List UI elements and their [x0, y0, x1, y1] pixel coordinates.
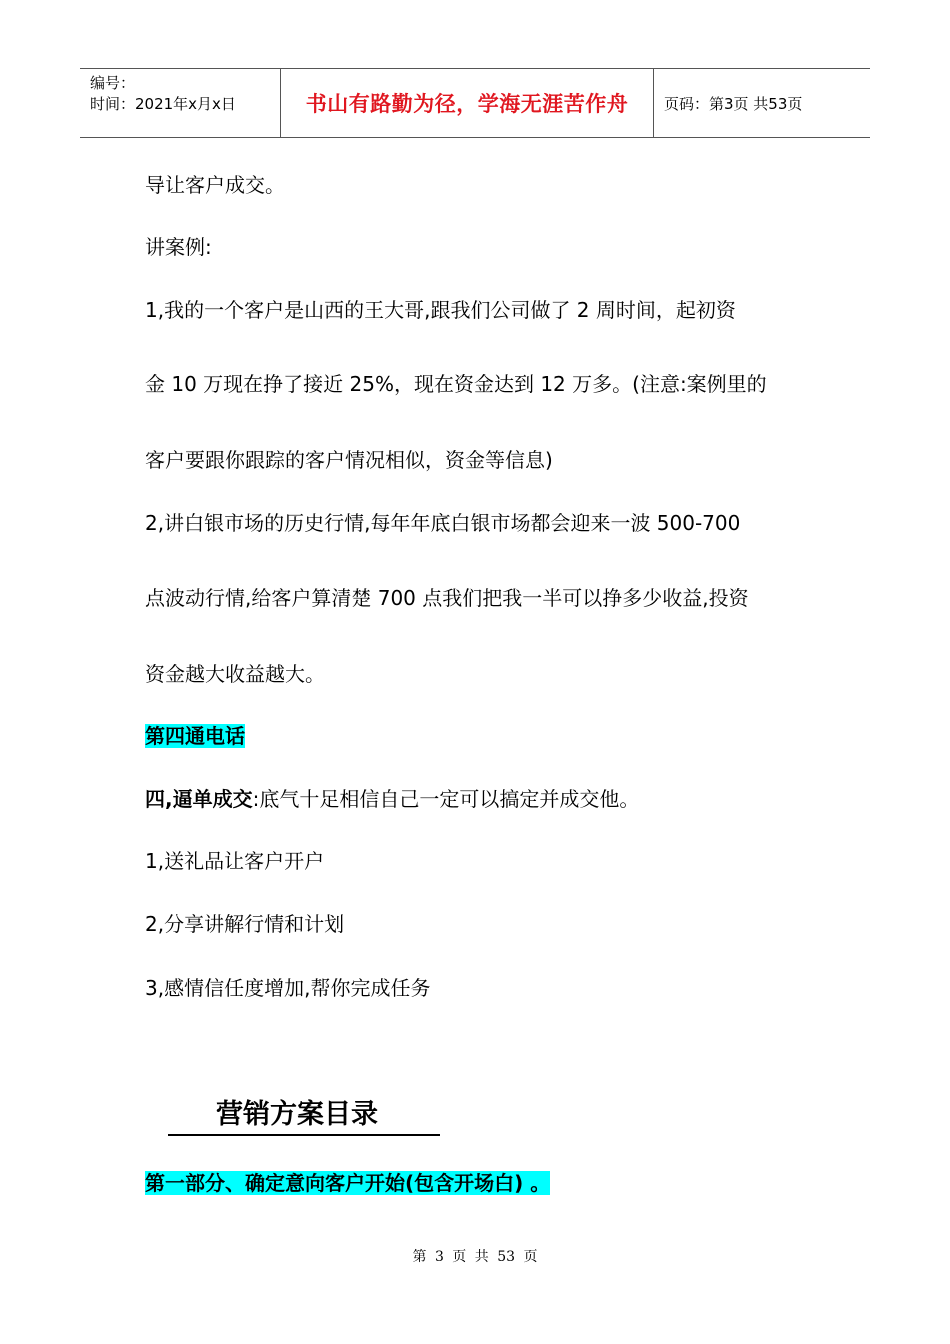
- page-footer: 第 3 页 共 53 页: [412, 1249, 538, 1265]
- toc-title: 营销方案目录: [216, 1099, 378, 1130]
- paragraph-line: 点波动行情,给客户算清楚 700 点我们把我一半可以挣多少收益,投资: [145, 586, 749, 610]
- paragraph-line: 客户要跟你跟踪的客户情况相似，资金等信息): [145, 448, 553, 472]
- toc-title-underline: [168, 1096, 440, 1136]
- highlighted-toc-part: 第一部分、确定意向客户开始(包含开场白) 。: [145, 1171, 551, 1195]
- header-page-number: 页码：第3页 共53页: [664, 94, 803, 113]
- step-description: :底气十足相信自己一定可以搞定并成交他。: [252, 787, 640, 811]
- header-meta-cell: [80, 69, 281, 137]
- paragraph-line: 资金越大收益越大。: [145, 662, 325, 686]
- document-number-label: 编号：: [90, 74, 136, 92]
- toc-part-heading: [145, 1169, 550, 1197]
- section-heading: [145, 722, 245, 750]
- page-header: [80, 68, 870, 138]
- document-date-label: 时间：2021年x月x日: [90, 95, 236, 113]
- highlighted-heading-text: 第四通电话: [145, 724, 245, 748]
- list-item: 1,送礼品让客户开户: [145, 849, 325, 873]
- paragraph-line: 2,讲白银市场的历史行情,每年年底白银市场都会迎来一波 500-700: [145, 511, 741, 535]
- paragraph-line: 1,我的一个客户是山西的王大哥,跟我们公司做了 2 周时间，起初资: [145, 298, 736, 322]
- step-line: [145, 785, 639, 813]
- step-title: 四,逼单成交: [145, 787, 253, 811]
- list-item: 3,感情信任度增加,帮你完成任务: [145, 976, 431, 1000]
- paragraph-line: 金 10 万现在挣了接近 25%，现在资金达到 12 万多。(注意:案例里的: [145, 372, 767, 396]
- list-item: 2,分享讲解行情和计划: [145, 912, 345, 936]
- header-motto: 书山有路勤为径，学海无涯苦作舟: [281, 69, 654, 137]
- paragraph-line: 导让客户成交。: [145, 173, 285, 197]
- paragraph-line: 讲案例:: [145, 235, 212, 259]
